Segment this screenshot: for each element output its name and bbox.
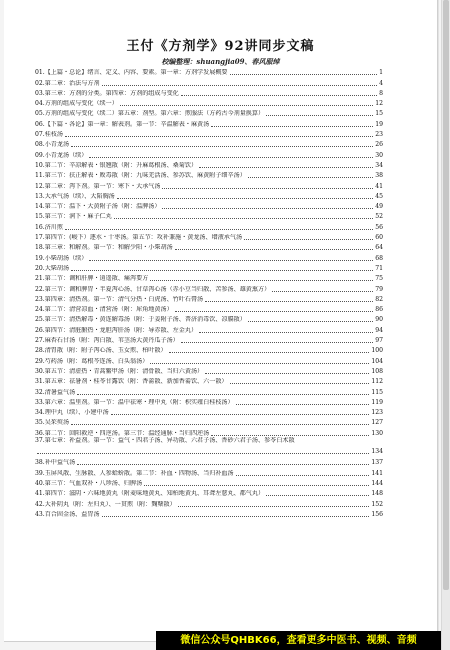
toc-page-number: 152 [371,500,383,508]
toc-entry[interactable] [35,437,383,456]
toc-entry[interactable] [35,323,383,333]
toc-page-number: 141 [371,469,383,477]
toc-entry[interactable] [35,87,383,97]
toc-entry-title: 03.第三章：方剂的分类。第四章：方剂的组成与变化 [35,89,179,97]
toc-page-number: 15 [375,110,383,118]
toc-entry[interactable] [35,354,383,364]
toc-page-number: 41 [375,182,383,190]
toc-entry-title: 16.济川煎 [35,223,63,231]
toc-entry-title: 13.大承气汤（续）、大陷胸汤 [35,192,115,200]
toc-entry-title: 04.方剂的组成与变化（续一） [35,100,118,108]
toc-page-number: 104 [371,357,383,365]
toc-entry-title: 25.第三节：清热解毒・黄连解毒汤（附：于姜附子汤、普济消毒饮、凉膈散） [35,316,246,324]
toc-dot-leader [65,229,373,230]
toc-entry-title: 08.小青龙汤 [35,141,70,149]
toc-page-number: 68 [375,254,383,262]
toc-entry-title: 31.第五章：祛暑剂・桂苓甘露饮（附：香薷散、新加香薷饮、六一散） [35,378,228,386]
toc-dot-leader [199,167,373,168]
toc-entry-title: 20.大柴胡汤 [35,264,70,272]
toc-entry-title: 36.第二节：回阳救逆・四逆汤。第三节：温经通脉・当归四逆汤 [35,429,210,437]
toc-entry[interactable] [35,220,383,230]
toc-page-number: 130 [371,429,383,437]
toc-entry[interactable] [35,107,383,117]
toc-dot-leader [89,157,373,158]
toc-entry[interactable] [35,396,383,406]
toc-entry[interactable] [35,334,383,344]
toc-dot-leader [111,414,370,415]
toc-entry-title: 07.桂枝汤 [35,131,63,139]
toc-page-number: 94 [375,326,383,334]
toc-page-number: 112 [371,378,383,386]
toc-entry[interactable] [35,497,383,507]
toc-page-number: 148 [371,490,383,498]
toc-entry-title: 42.大补阴丸（附：左归丸）、一贯煎（附：麴蘖散） [35,500,176,508]
toc-page-number: 23 [375,131,383,139]
toc-dot-leader [162,208,373,209]
toc-page-number: 127 [371,419,383,427]
toc-dot-leader [211,126,373,127]
toc-entry[interactable] [35,117,383,127]
toc-page-number: 119 [371,398,383,406]
toc-entry-title: 39.玉屏风散、生脉散、人参蛤蚧散。第二节：补血・四物汤、当归补血汤 [35,469,234,477]
toc-entry[interactable] [35,210,383,220]
toc-page-number: 49 [375,203,383,211]
toc-entry-title: 33.第六章：温里剂。第一节：温中祛寒・理中丸（附：枳实薤白桂枝汤） [35,398,234,406]
toc-entry[interactable] [35,169,383,179]
toc-entry-title: 02.第二章：治法与方剂 [35,79,100,87]
toc-entry-title: 10.第二节：辛凉解表・银翘散（附：升麻葛根汤、桑菊饮） [35,161,198,169]
toc-entry-title: 35.吴茱萸汤 [35,419,70,427]
toc-dot-leader [102,516,370,517]
toc-entry-title: 18.第三章：和解剂。第一节：和解少阳・小柴胡汤 [35,244,173,252]
toc-page-number: 38 [375,172,383,180]
toc-dot-leader [144,485,369,486]
toc-page-number: 12 [375,100,383,108]
toc-entry[interactable] [35,138,383,148]
toc-dot-leader [230,74,378,75]
toc-page-number: 45 [375,192,383,200]
vertical-scrollbar[interactable] [441,0,450,650]
toc-page-number: 19 [375,120,383,128]
toc-dot-leader [150,363,369,364]
toc-page-number: 144 [371,479,383,487]
toc-dot-leader [205,301,373,302]
toc-page-number: 64 [375,244,383,252]
toc-page-number: 86 [375,306,383,314]
toc-entry[interactable] [35,231,383,241]
toc-page-number: 90 [375,316,383,324]
toc-entry[interactable] [35,159,383,169]
toc-entry-title: 28.清胃散（附：附子泻心汤、玉女煎、柏叶散） [35,347,167,355]
toc-entry[interactable] [35,76,383,86]
toc-dot-leader [162,188,373,189]
toc-dot-leader [37,453,369,454]
toc-dot-leader [102,85,378,86]
toc-page-number: 108 [371,367,383,375]
toc-entry[interactable] [35,179,383,189]
toc-entry[interactable] [35,477,383,487]
toc-dot-leader [114,218,374,219]
toc-entry[interactable] [35,251,383,261]
toc-dot-leader [230,383,370,384]
toc-entry-title: 43.百合固金汤、益胃汤 [35,510,100,518]
toc-dot-leader [199,332,373,333]
toc-entry[interactable] [35,97,383,107]
toc-entry[interactable] [35,293,383,303]
toc-entry-title: 40.第三节：气血双补・八珍汤、归脾汤 [35,479,143,487]
toc-dot-leader [150,280,373,281]
toc-entry-title: 11.第三节：扶正解表・败毒散（附：九味羌活汤、参苏饮、麻黄附子细辛汤） [35,172,246,180]
toc-page-number: 97 [375,337,383,345]
toc-entry-title: 34.理中丸（续）、小建中汤 [35,409,109,417]
toc-page-number: 79 [375,285,383,293]
document-page [4,0,437,641]
toc-page-number: 75 [375,275,383,283]
toc-dot-leader [248,177,373,178]
toc-entry-title: 15.第三节：润下・麻子仁丸 [35,213,112,221]
toc-entry-title: 17.第四节：(峻下）逐水・十枣汤。第五节：攻补兼施・黄龙汤、增液承气汤 [35,234,243,242]
toc-entry-title: 06.【下篇・各论】第一章：解表剂。第一节：辛温解表・麻黄汤 [35,120,210,128]
toc-page-number: 4 [379,79,383,87]
wechat-banner: 微信公众号QHBK66，查看更多中医书、视频、音频 [156,631,441,650]
toc-leader-line [35,448,383,455]
toc-entry-title: 14.第二节：温下・大黄附子汤（附：温脾汤） [35,203,161,211]
toc-dot-leader [236,404,370,405]
toc-entry[interactable] [35,262,383,272]
toc-entry[interactable] [35,272,383,282]
toc-dot-leader [175,311,374,312]
toc-entry-title: 37.第七章：补益剂。第一节：益气・四君子汤、异功散、六君子汤、香砂六君子汤、参苓白术散 [35,436,295,444]
toc-page-number: 156 [371,510,383,518]
toc-dot-leader [117,198,373,199]
toc-entry[interactable] [35,508,383,518]
toc-entry[interactable] [35,66,383,76]
toc-dot-leader [181,95,377,96]
toc-entry-title: 01.【上篇・总论】绪言、定义、内容、要素。第一章：方剂学发展概要 [35,69,228,77]
toc-dot-leader [236,475,370,476]
toc-page-number: 52 [375,213,383,221]
toc-dot-leader [244,239,373,240]
toc-entry-title: 09.小青龙汤（续） [35,151,88,159]
toc-entry-title: 29.芍药汤（附：葛根芩连汤、白头翁汤） [35,357,149,365]
toc-entry-title: 23.第四章：清热剂。第一节：清气分热・白虎汤、竹叶石膏汤 [35,295,204,303]
document-title: 王付《方剂学》92讲同步文稿 [126,39,315,54]
toc-entry[interactable] [35,456,383,466]
toc-page-number: 115 [371,388,383,396]
toc-page-number: 30 [375,151,383,159]
toc-entry-title: 22.第三节：调和脾胃・半夏泻心汤、甘草泻心汤（赤小豆当归散、苦参汤、雄黄熏方） [35,285,271,293]
toc-dot-leader [266,115,373,116]
toc-entry[interactable] [35,365,383,375]
toc-dot-leader [169,352,370,353]
toc-entry[interactable] [35,466,383,476]
document-subtitle: 校编整理：shuangjia09、春风服绰 [161,57,280,66]
toc-entry-title: 30.第五节：清虚热・青蒿鳖甲汤（附：清骨散、当归六黄汤） [35,367,204,375]
toc-dot-leader [248,321,373,322]
toc-dot-leader [178,506,370,507]
toc-entry-title: 38.补中益气汤 [35,459,76,467]
toc-page-number: 56 [375,223,383,231]
toc-dot-leader [65,136,373,137]
toc-entry-title: 12.第二章：泻下剂。第一节：寒下・大承气汤 [35,182,161,190]
toc-entry-title: 27.麻杏石甘汤（附：泻白散、苇茎汤大黄丹瓜子汤） [35,337,179,345]
toc-entry[interactable] [35,385,383,395]
toc-page-number: 134 [371,448,383,456]
toc-entry[interactable] [35,282,383,292]
toc-page-number: 8 [379,89,383,97]
toc-page-number: 71 [375,264,383,272]
toc-entry[interactable] [35,406,383,416]
toc-page-number: 26 [375,141,383,149]
toc-dot-leader [71,424,369,425]
toc-entry[interactable] [35,426,383,436]
toc-dot-leader [71,270,373,271]
toc-dot-leader [120,105,373,106]
toc-entry-title: 32.清暑益气汤 [35,388,76,396]
toc-dot-leader [205,373,369,374]
toc-entry[interactable] [35,148,383,158]
toc-entry-title: 24.第二节：清营凉血・清营汤（附：犀角地黄汤） [35,306,173,314]
toc-entry[interactable] [35,128,383,138]
toc-dot-leader [77,394,369,395]
toc-page-number: 100 [371,347,383,355]
toc-page-number: 1 [379,69,383,77]
toc-entry-title: 19.小柴胡汤（续） [35,254,88,262]
toc-page-number: 123 [371,409,383,417]
toc-dot-leader [89,260,373,261]
table-of-contents [35,66,383,518]
toc-page-number: 82 [375,295,383,303]
toc-dot-leader [175,249,374,250]
toc-entry[interactable] [35,303,383,313]
toc-dot-leader [272,291,373,292]
toc-dot-leader [211,435,369,436]
toc-entry[interactable] [35,200,383,210]
toc-dot-leader [77,464,369,465]
toc-page-number: 60 [375,234,383,242]
toc-entry-title: 05.方剂的组成与变化（续二）第五章：剂型。第六章：煎服法（方药古今剂量换算） [35,110,265,118]
toc-page-number: 34 [375,161,383,169]
toc-entry[interactable] [35,241,383,251]
scrollbar-thumb[interactable] [443,0,449,590]
toc-dot-leader [71,146,373,147]
toc-entry[interactable] [35,190,383,200]
toc-dot-leader [181,342,373,343]
toc-entry-title: 26.第四节：清脏腑热・龙胆泻肝汤（附：导赤散、左金丸） [35,326,198,334]
toc-entry[interactable] [35,487,383,497]
toc-entry-title: 41.第四节：滋阴・六味地黄丸（附麦味地黄丸、知柏地黄丸、耳聋左慈丸、都气丸） [35,490,265,498]
toc-entry[interactable] [35,344,383,354]
toc-entry-title: 21.第二节：调和肝脾・逍遥散、痛泻要方 [35,275,149,283]
toc-page-number: 137 [371,459,383,467]
toc-dot-leader [266,495,369,496]
toc-entry[interactable] [35,313,383,323]
toc-entry[interactable] [35,416,383,426]
toc-entry[interactable] [35,375,383,385]
